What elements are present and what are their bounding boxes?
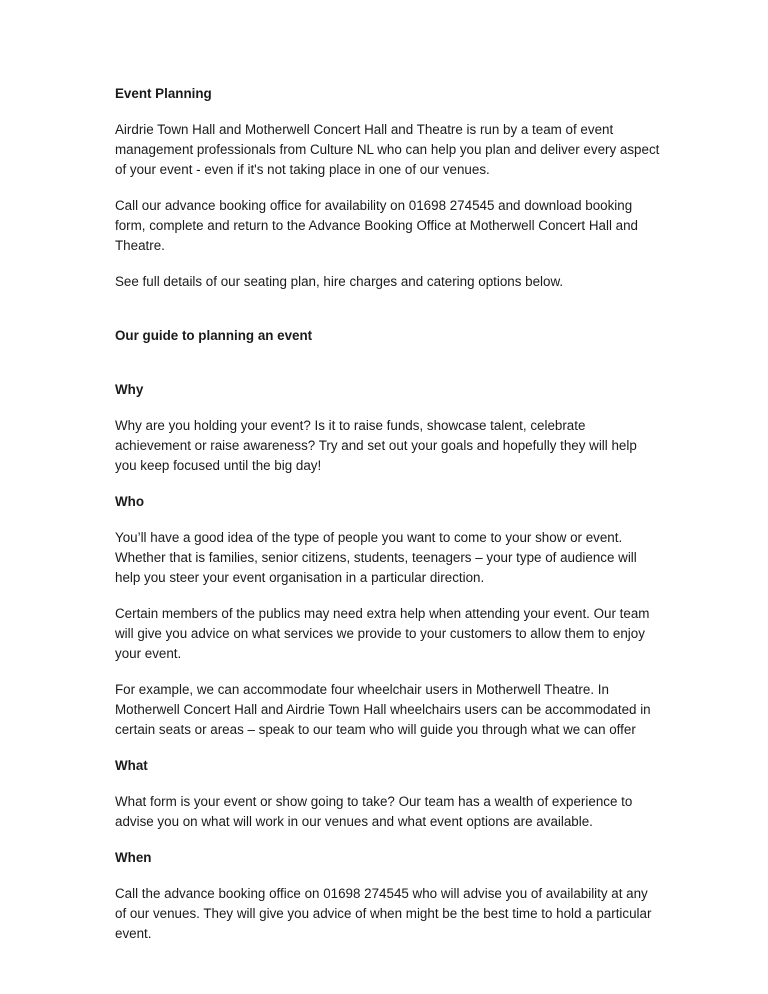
document-title: Event Planning [115, 86, 212, 101]
when-heading: When [115, 850, 152, 865]
booking-info-paragraph: Call our advance booking office for availability on 01698 274545 and download booking form, complete and return to the Advance Booking Office at Motherwell Concert Hall and Theatre. [115, 198, 639, 253]
document-page [115, 84, 660, 944]
who-paragraph-3: For example, we can accommodate four wheelchair users in Motherwell Theatre. In Motherwell Concert Hall and Airdrie Town Hall wheelchairs users can be accommodated in certain seats or areas – speak to our team who will guide you through what we can offer [115, 682, 651, 737]
what-paragraph: What form is your event or show going to take? Our team has a wealth of experience to advise you on what will work in our venues and what event options are available. [115, 794, 633, 829]
details-note-paragraph: See full details of our seating plan, hire charges and catering options below. [115, 274, 564, 289]
intro-paragraph: Airdrie Town Hall and Motherwell Concert Hall and Theatre is run by a team of event management professionals from Culture NL who can help you plan and deliver every aspect of your event - even if it's not taking place in one of our venues. [115, 122, 660, 177]
why-heading: Why [115, 382, 144, 397]
what-heading: What [115, 758, 148, 773]
who-heading: Who [115, 494, 144, 509]
when-paragraph: Call the advance booking office on 01698 274545 who will advise you of availability at any of our venues. They will give you advice of when might be the best time to hold a particular event. [115, 886, 652, 941]
guide-heading: Our guide to planning an event [115, 328, 313, 343]
who-paragraph-1: You’ll have a good idea of the type of people you want to come to your show or event. Whether that is families, senior citizens, students, teenagers – your type of audience will help you steer your event organisation in a particular direction. [115, 530, 637, 585]
why-paragraph: Why are you holding your event? Is it to raise funds, showcase talent, celebrate achievement or raise awareness? Try and set out your goals and hopefully they will help you keep focused until the big day! [115, 418, 637, 473]
who-paragraph-2: Certain members of the publics may need extra help when attending your event. Our team will give you advice on what services we provide to your customers to allow them to enjoy your event. [115, 606, 650, 661]
